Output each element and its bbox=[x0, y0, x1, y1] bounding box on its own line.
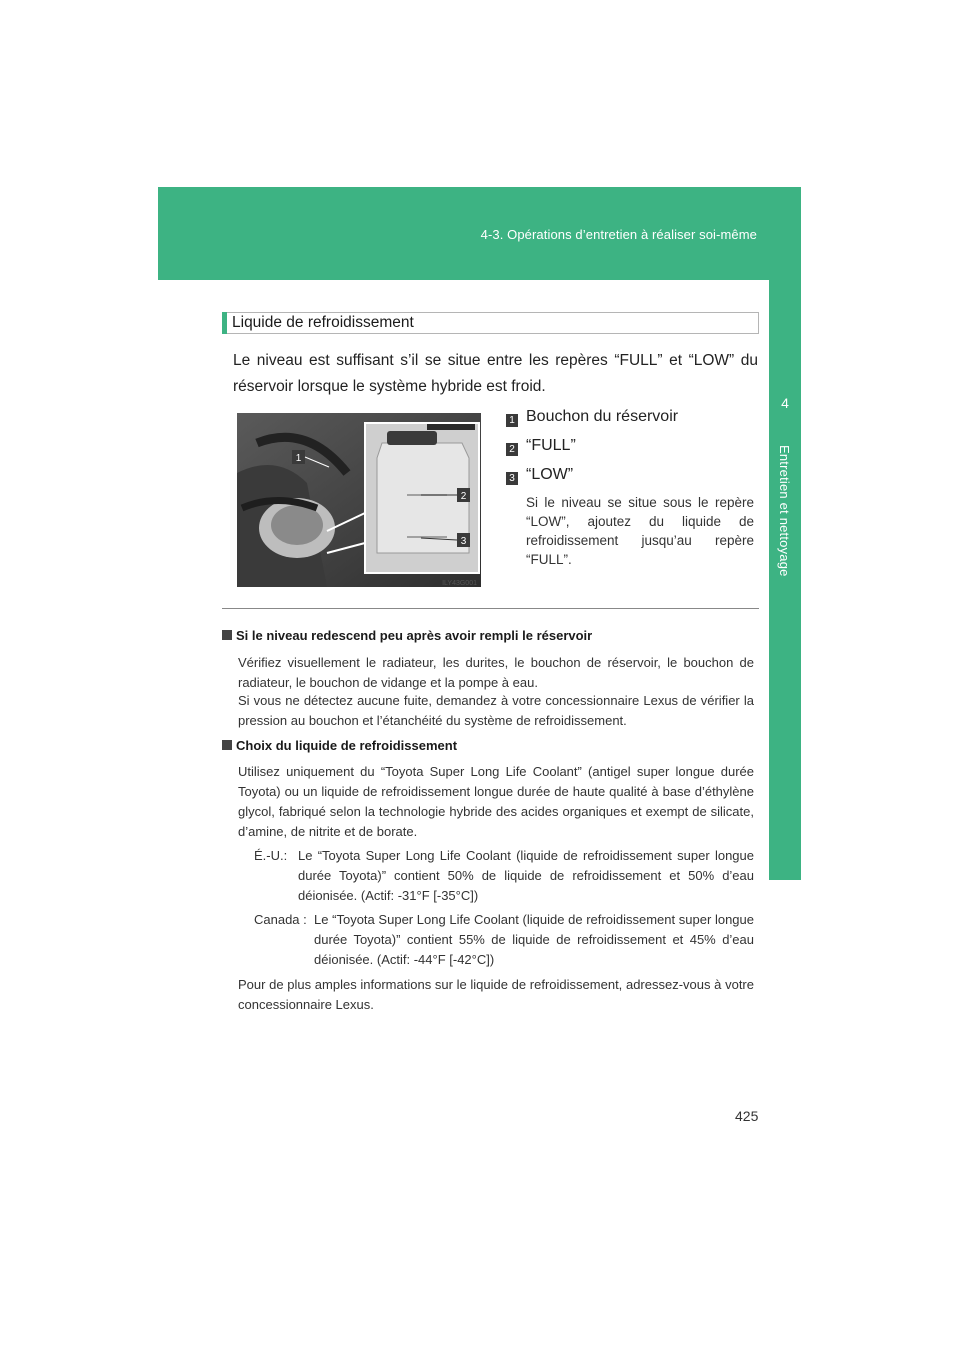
callout-label: “LOW” bbox=[526, 466, 574, 483]
subsection-paragraph: Si vous ne détectez aucune fuite, demandez à votre concessionnaire Lexus de vérifier la pression au bouchon et l’étanchéité du système de refroidissement. bbox=[238, 693, 754, 728]
figure-callout-list bbox=[506, 408, 760, 495]
coolant-reservoir-photo bbox=[237, 413, 481, 587]
callout-number: 1 bbox=[506, 414, 518, 427]
callout-item bbox=[506, 408, 760, 437]
region-label: É.-U.: bbox=[254, 848, 288, 863]
page-number: 425 bbox=[735, 1108, 759, 1124]
region-label: Canada : bbox=[254, 912, 307, 927]
section-heading bbox=[222, 312, 759, 334]
callout-item bbox=[506, 466, 760, 495]
subsection-paragraph: Utilisez uniquement du “Toyota Super Long Life Coolant” (antigel super longue durée Toyota) ou un liquide de refroidissement longue durée de haute qualité à base d’éthylène glycol, fabriqué selon la technologie hybride des acides organiques et exempt de silicate, d’amine, de nitrite et de borate. bbox=[238, 764, 754, 839]
section-heading-accent bbox=[222, 312, 227, 334]
callout-number: 3 bbox=[506, 472, 518, 485]
bullet-square-icon bbox=[222, 630, 232, 640]
callout-number: 2 bbox=[506, 443, 518, 456]
section-divider bbox=[222, 608, 759, 609]
bullet-square-icon bbox=[222, 740, 232, 750]
chapter-header-band bbox=[158, 187, 801, 280]
subsection-heading-coolant-choice bbox=[222, 738, 457, 753]
chapter-label: Entretien et nettoyage bbox=[777, 445, 792, 577]
callout-label: Bouchon du réservoir bbox=[526, 408, 679, 425]
section-heading-text: Liquide de refroidissement bbox=[232, 314, 414, 331]
region-canada bbox=[254, 910, 754, 970]
subsection-heading-text: Si le niveau redescend peu après avoir rempli le réservoir bbox=[236, 628, 593, 643]
svg-text:1: 1 bbox=[295, 453, 302, 464]
chapter-number: 4 bbox=[781, 395, 789, 411]
region-usa bbox=[254, 846, 754, 906]
region-text: Le “Toyota Super Long Life Coolant (liquide de refroidissement super longue durée Toyota)” contient 50% de liquide de refroidissement et 50% d’eau déionisée. (Actif: -31°F [-35°C]) bbox=[298, 848, 754, 903]
callout-label: “FULL” bbox=[526, 437, 576, 454]
section-intro: Le niveau est suffisant s’il se situe entre les repères “FULL” et “LOW” du réservoir lorsque le système hybride est froid. bbox=[233, 352, 758, 395]
subsection-paragraph: Vérifiez visuellement le radiateur, les durites, le bouchon de réservoir, le bouchon de radiateur, le bouchon de vidange et la pompe à eau. bbox=[238, 655, 754, 690]
region-text: Le “Toyota Super Long Life Coolant (liquide de refroidissement super longue durée Toyota)” contient 55% de liquide de refroidissement et 45% d’eau déionisée. (Actif: -44°F [-42°C]) bbox=[314, 912, 754, 967]
figure-note: Si le niveau se situe sous le repère “LOW”, ajoutez du liquide de refroidissement jusqu’au repère “FULL”. bbox=[526, 495, 754, 567]
chapter-section-title: 4-3. Opérations d’entretien à réaliser soi-même bbox=[480, 227, 757, 242]
closing-paragraph: Pour de plus amples informations sur le liquide de refroidissement, adressez-vous à votre concessionnaire Lexus. bbox=[238, 977, 754, 1012]
figure-code: ILY43G001 bbox=[442, 580, 477, 587]
callout-item bbox=[506, 437, 760, 466]
svg-text:3: 3 bbox=[460, 536, 467, 547]
subsection-heading-text: Choix du liquide de refroidissement bbox=[236, 738, 458, 753]
svg-text:2: 2 bbox=[460, 491, 467, 502]
chapter-side-tab bbox=[769, 280, 801, 880]
subsection-heading-refill bbox=[222, 628, 592, 643]
